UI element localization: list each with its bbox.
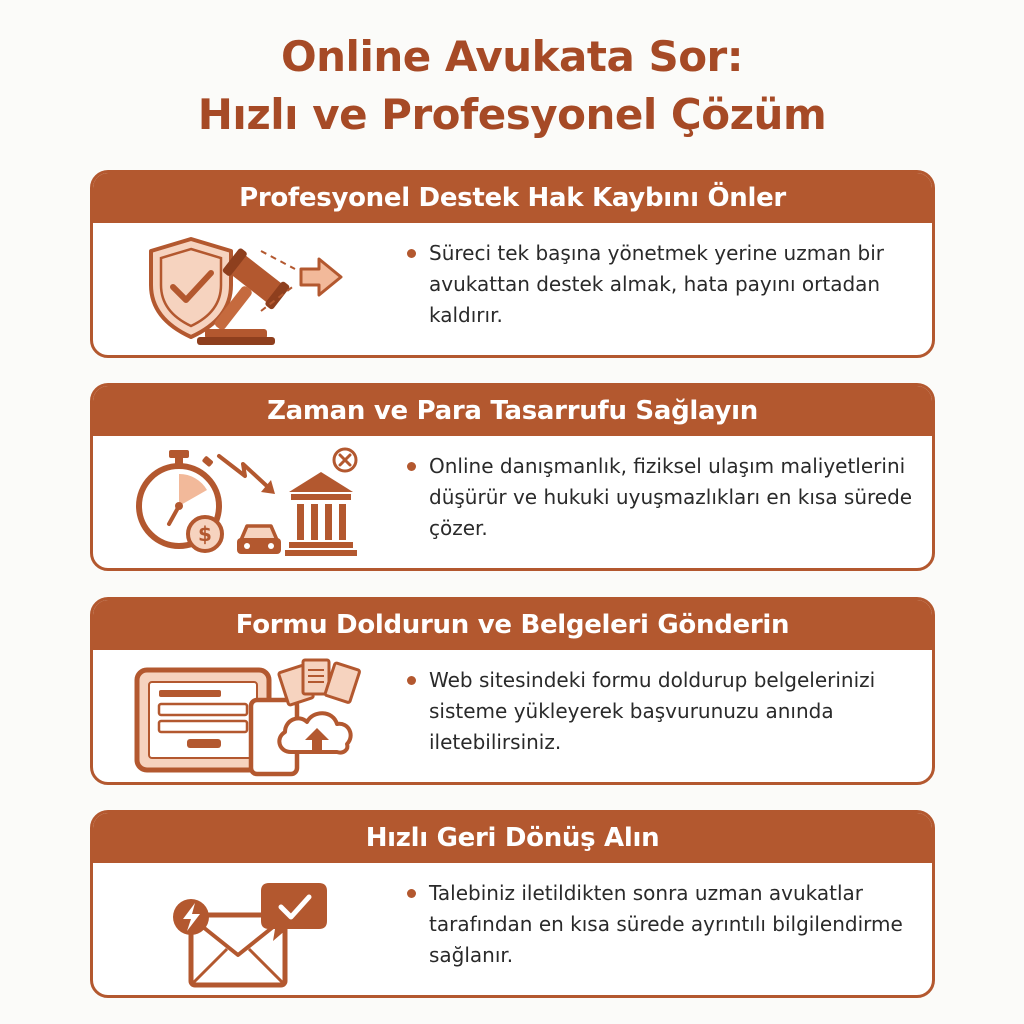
card-description — [407, 878, 917, 971]
card-header: Formu Doldurun ve Belgeleri Gönderin — [93, 600, 932, 650]
stopwatch-savings-icon — [133, 442, 363, 564]
bullet-icon — [407, 889, 416, 898]
envelope-message-icon — [133, 869, 363, 991]
card-header: Hızlı Geri Dönüş Alın — [93, 813, 932, 863]
card-description — [407, 238, 917, 331]
form-upload-icon — [133, 656, 363, 778]
title-line-1: Online Avukata Sor: — [280, 32, 744, 81]
card-description — [407, 451, 917, 544]
card-description-text: Web sitesindeki formu doldurup belgelerinizi sisteme yükleyerek başvurunuzu anında iletebilirsiniz. — [429, 668, 876, 754]
card-header: Profesyonel Destek Hak Kaybını Önler — [93, 173, 932, 223]
card-quick-response — [90, 810, 935, 998]
card-description — [407, 665, 917, 758]
card-time-money-saving — [90, 383, 935, 571]
page-title — [0, 28, 1024, 144]
shield-gavel-icon — [133, 229, 363, 351]
bullet-icon — [407, 676, 416, 685]
card-description-text: Online danışmanlık, fiziksel ulaşım maliyetlerini düşürür ve hukuki uyuşmazlıkları en kısa sürede çözer. — [429, 454, 913, 540]
card-body — [93, 436, 932, 568]
card-description-text: Süreci tek başına yönetmek yerine uzman bir avukattan destek almak, hata payını ortadan kaldırır. — [429, 241, 884, 327]
title-line-2: Hızlı ve Profesyonel Çözüm — [197, 90, 827, 139]
bullet-icon — [407, 462, 416, 471]
card-professional-support — [90, 170, 935, 358]
bullet-icon — [407, 249, 416, 258]
svg-text:$: $ — [198, 522, 212, 546]
card-fill-form-send-documents — [90, 597, 935, 785]
card-body — [93, 650, 932, 782]
card-description-text: Talebiniz iletildikten sonra uzman avukatlar tarafından en kısa sürede ayrıntılı bilgilendirme sağlanır. — [429, 881, 903, 967]
card-body — [93, 223, 932, 355]
card-body — [93, 863, 932, 995]
card-header: Zaman ve Para Tasarrufu Sağlayın — [93, 386, 932, 436]
